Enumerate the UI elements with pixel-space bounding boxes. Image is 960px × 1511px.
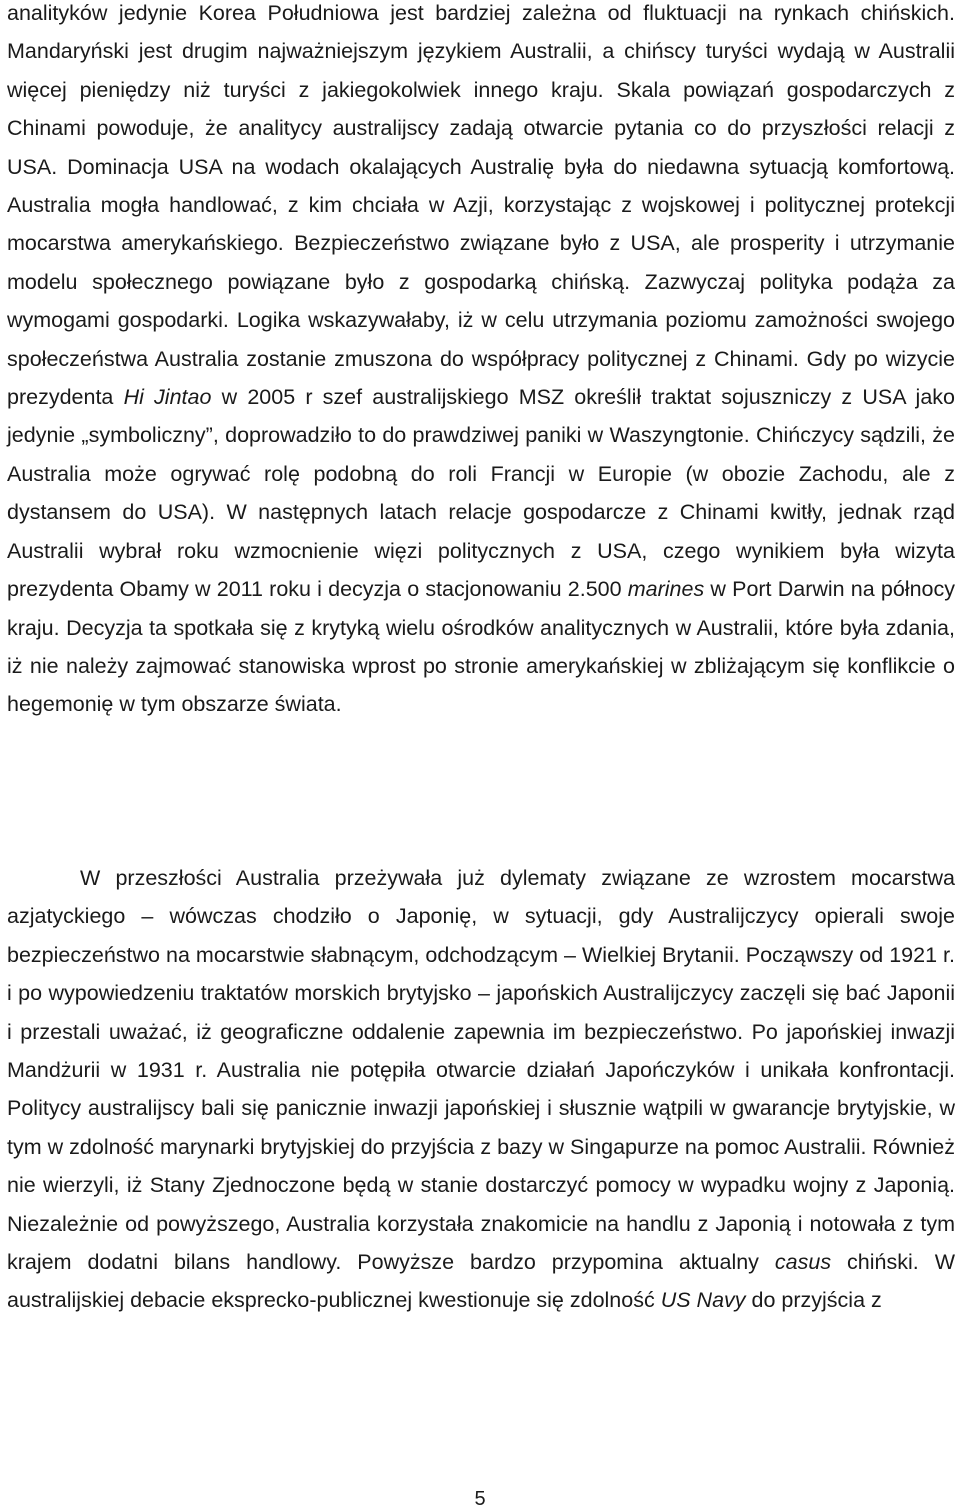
text-segment: analityków jedynie Korea Południowa jest bardziej zależna od fluktuacji na rynkach chińskich. Mandaryński jest drugim najważniejszym językiem Australii, a chińscy turyści wydają w Australii więcej pieniędzy niż turyści z jakiegokolwiek innego kraju. Skala powiązań gospodarczych z Chinami powoduje, że analitycy australijscy zadają otwarcie pytania co do przyszłości relacji z USA. Dominacja USA na wodach okalających Australię była do niedawna sytuacją komfortową. Australia mogła handlować, z kim chciała w Azji, korzystając z wojskowej i politycznej protekcji mocarstwa amerykańskiego. Bezpieczeństwo związane było z USA, ale prosperity i utrzymanie modelu społecznego powiązane było z gospodarką chińską. Zazwyczaj polityka podąża za wymogami gospodarki. Logika wskazywałaby, iż w celu utrzymania poziomu zamożności swojego społeczeństwa Australia zostanie zmuszona do współpracy politycznej z Chinami. Gdy po wizycie prezydenta xyxy=(7,1,955,410)
paragraph-1 xyxy=(7,0,955,724)
page-number: 5 xyxy=(474,1488,486,1510)
text-segment: w Port Darwin na północy kraju. Decyzja ta spotkała się z krytyką wielu ośrodków analitycznych w Australii, które była zdania, iż nie należy zajmować stanowiska wprost po stronie amerykańskiej w zbliżającym się konflikcie o hegemonię w tym obszarze świata. xyxy=(7,577,955,717)
text-segment: do przyjścia z xyxy=(745,1288,882,1313)
italic-text-segment: US Navy xyxy=(660,1288,746,1313)
italic-text-segment: marines xyxy=(627,577,705,602)
paragraph-2 xyxy=(7,859,955,1320)
text-segment: chiński. W australijskiej debacie eksprecko-publicznej kwestionuje się zdolność xyxy=(7,1250,955,1313)
italic-text-segment: Hi Jintao xyxy=(123,385,212,410)
text-segment: W przeszłości Australia przeżywała już dylematy związane ze wzrostem mocarstwa azjatyckiego – wówczas chodziło o Japonię, w sytuacji, gdy Australijczycy opierali swoje bezpieczeństwo na mocarstwie słabnącym, odchodzącym – Wielkiej Brytanii. Począwszy od 1921 r. i po wypowiedzeniu traktatów morskich brytyjsko – japońskich Australijczycy zaczęli się bać Japonii i przestali uważać, iż geograficzne oddalenie zapewnia im bezpieczeństwo. Po japońskiej inwazji Mandżurii w 1931 r. Australia nie potępiła otwarcie działań Japończyków i unikała konfrontacji. Politycy australijscy bali się panicznie inwazji japońskiej i słusznie wątpili w gwarancje brytyjskie, w tym w zdolność marynarki brytyjskiej do przyjścia z bazy w Singapurze na pomoc Australii. Również nie wierzyli, iż Stany Zjednoczone będą w stanie dostarczyć pomocy w wypadku wojny z Japonią. Niezależnie od powyższego, Australia korzystała znakomicie na handlu z Japonią i notowała z tym krajem dodatni bilans handlowy. Powyższe bardzo przypomina aktualny xyxy=(7,866,955,1275)
text-segment: w 2005 r szef australijskiego MSZ określił traktat sojuszniczy z USA jako jedynie „symboliczny”, doprowadziło to do prawdziwej paniki w Waszyngtonie. Chińczycy sądzili, że Australia może ogrywać rolę podobną do roli Francji w Europie (w obozie Zachodu, ale z dystansem do USA). W następnych latach relacje gospodarcze z Chinami kwitły, jednak rząd Australii wybrał roku wzmocnienie więzi politycznych z USA, czego wynikiem była wizyta prezydenta Obamy w 2011 roku i decyzja o stacjonowaniu 2.500 xyxy=(7,385,955,602)
italic-text-segment: casus xyxy=(774,1250,832,1275)
